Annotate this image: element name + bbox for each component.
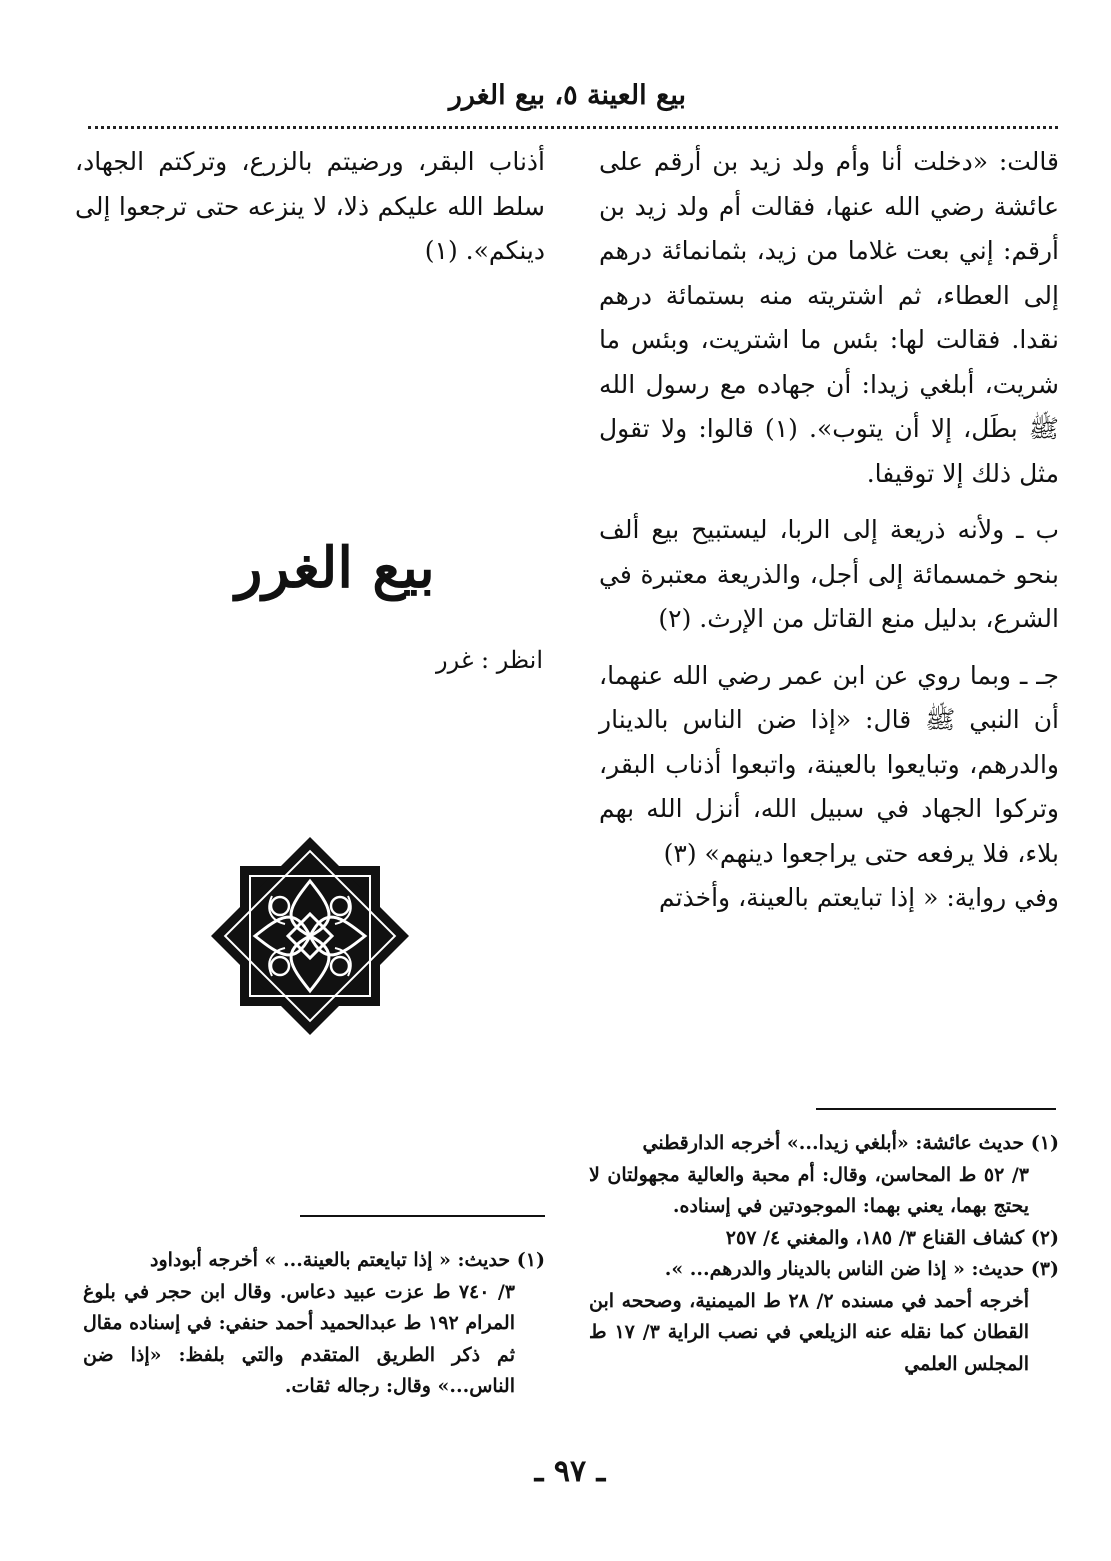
page-number: ـ ٩٧ ـ (534, 1454, 606, 1489)
body-paragraph: جـ ـ وبما روي عن ابن عمر رضي الله عنهما، أن النبي ﷺ قال: «إذا ضن الناس بالدينار والدرهم، وتبايعوا بالعينة، واتبعوا أذناب البقر، وتركوا الجهاد في سبيل الله، أنزل الله بهم بلاء، فلا يرفعه حتى يراجعوا دينهم» (٣) (599, 660, 1059, 868)
footnotes-right (589, 1128, 1059, 1380)
footnotes-left (83, 1245, 545, 1403)
footnote-separator (300, 1215, 545, 1217)
footnote-line: (١) حديث عائشة: «أبلغي زيدا...» أخرجه الدارقطني (642, 1132, 1059, 1154)
continued-paragraph: أذناب البقر، ورضيتم بالزرع، وتركتم الجهاد، سلط الله عليكم ذلا، لا ينزعه حتى ترجعوا إلى دينكم». (١) (75, 147, 545, 265)
footnote-continuation: ٣/ ٥٢ ط المحاسن، وقال: أم محبة والعالية مجهولتان لا يحتج بهما، يعني بهما: الموجودتين في إسناده. (589, 1163, 1030, 1217)
entry-title: بيع الغرر (235, 535, 435, 601)
footnote-separator (816, 1108, 1056, 1110)
footnote-continuation: أخرجه أحمد في مسنده ٢/ ٢٨ ط الميمنية، وصححه ابن القطان كما نقله عنه الزيلعي في نصب الراية ٣/ ١٧ ط المجلس العلمي (589, 1289, 1030, 1375)
header-dotted-rule (88, 126, 1058, 129)
body-paragraph: قالت: «دخلت أنا وأم ولد زيد بن أرقم على عائشة رضي الله عنها، فقالت أم ولد زيد بن أرقم: إني بعت غلاما من زيد، بثمانمائة درهم إلى العطاء، ثم اشتريته منه بستمائة درهم نقدا. فقالت لها: بئس ما اشتريت، وبئس ما شريت، أبلغي زيدا: أن جهاده مع رسول الله ﷺ بطَل، إلا أن يتوب». (١) قالوا: ولا تقول مثل ذلك إلا توقيفا. (599, 147, 1059, 488)
see-also-reference: انظر : غرر (435, 646, 543, 674)
footnote-line: (١) حديث: « إذا تبايعتم بالعينة... » أخرجه أبوداود (150, 1249, 545, 1271)
footnote-line: (٣) حديث: « إذا ضن الناس بالدينار والدرهم... ». (664, 1258, 1059, 1280)
ornament-svg (210, 836, 410, 1036)
body-paragraph: ب ـ ولأنه ذريعة إلى الربا، ليستبيح بيع ألف بنحو خمسمائة إلى أجل، والذريعة معتبرة في الشرع، بدليل منع القاتل من الإرث. (٢) (599, 515, 1059, 633)
footnote-continuation: ٣/ ٧٤٠ ط عزت عبيد دعاس. وقال ابن حجر في بلوغ المرام ١٩٢ ط عبدالحميد أحمد حنفي: في إسناده مقال ثم ذكر الطريق المتقدم والتي بلفظ: «إذا ضن الناس...» وقال: رجاله ثقات. (83, 1280, 515, 1397)
islamic-star-ornament-icon (210, 836, 410, 1036)
right-column (599, 140, 1059, 921)
running-header: بيع العينة ٥، بيع الغرر (448, 80, 686, 111)
left-column (75, 140, 545, 274)
footnote-line: (٢) كشاف القناع ٣/ ١٨٥، والمغني ٤/ ٢٥٧ (725, 1226, 1059, 1249)
body-paragraph: وفي رواية: « إذا تبايعتم بالعينة، وأخذتم (658, 883, 1059, 912)
